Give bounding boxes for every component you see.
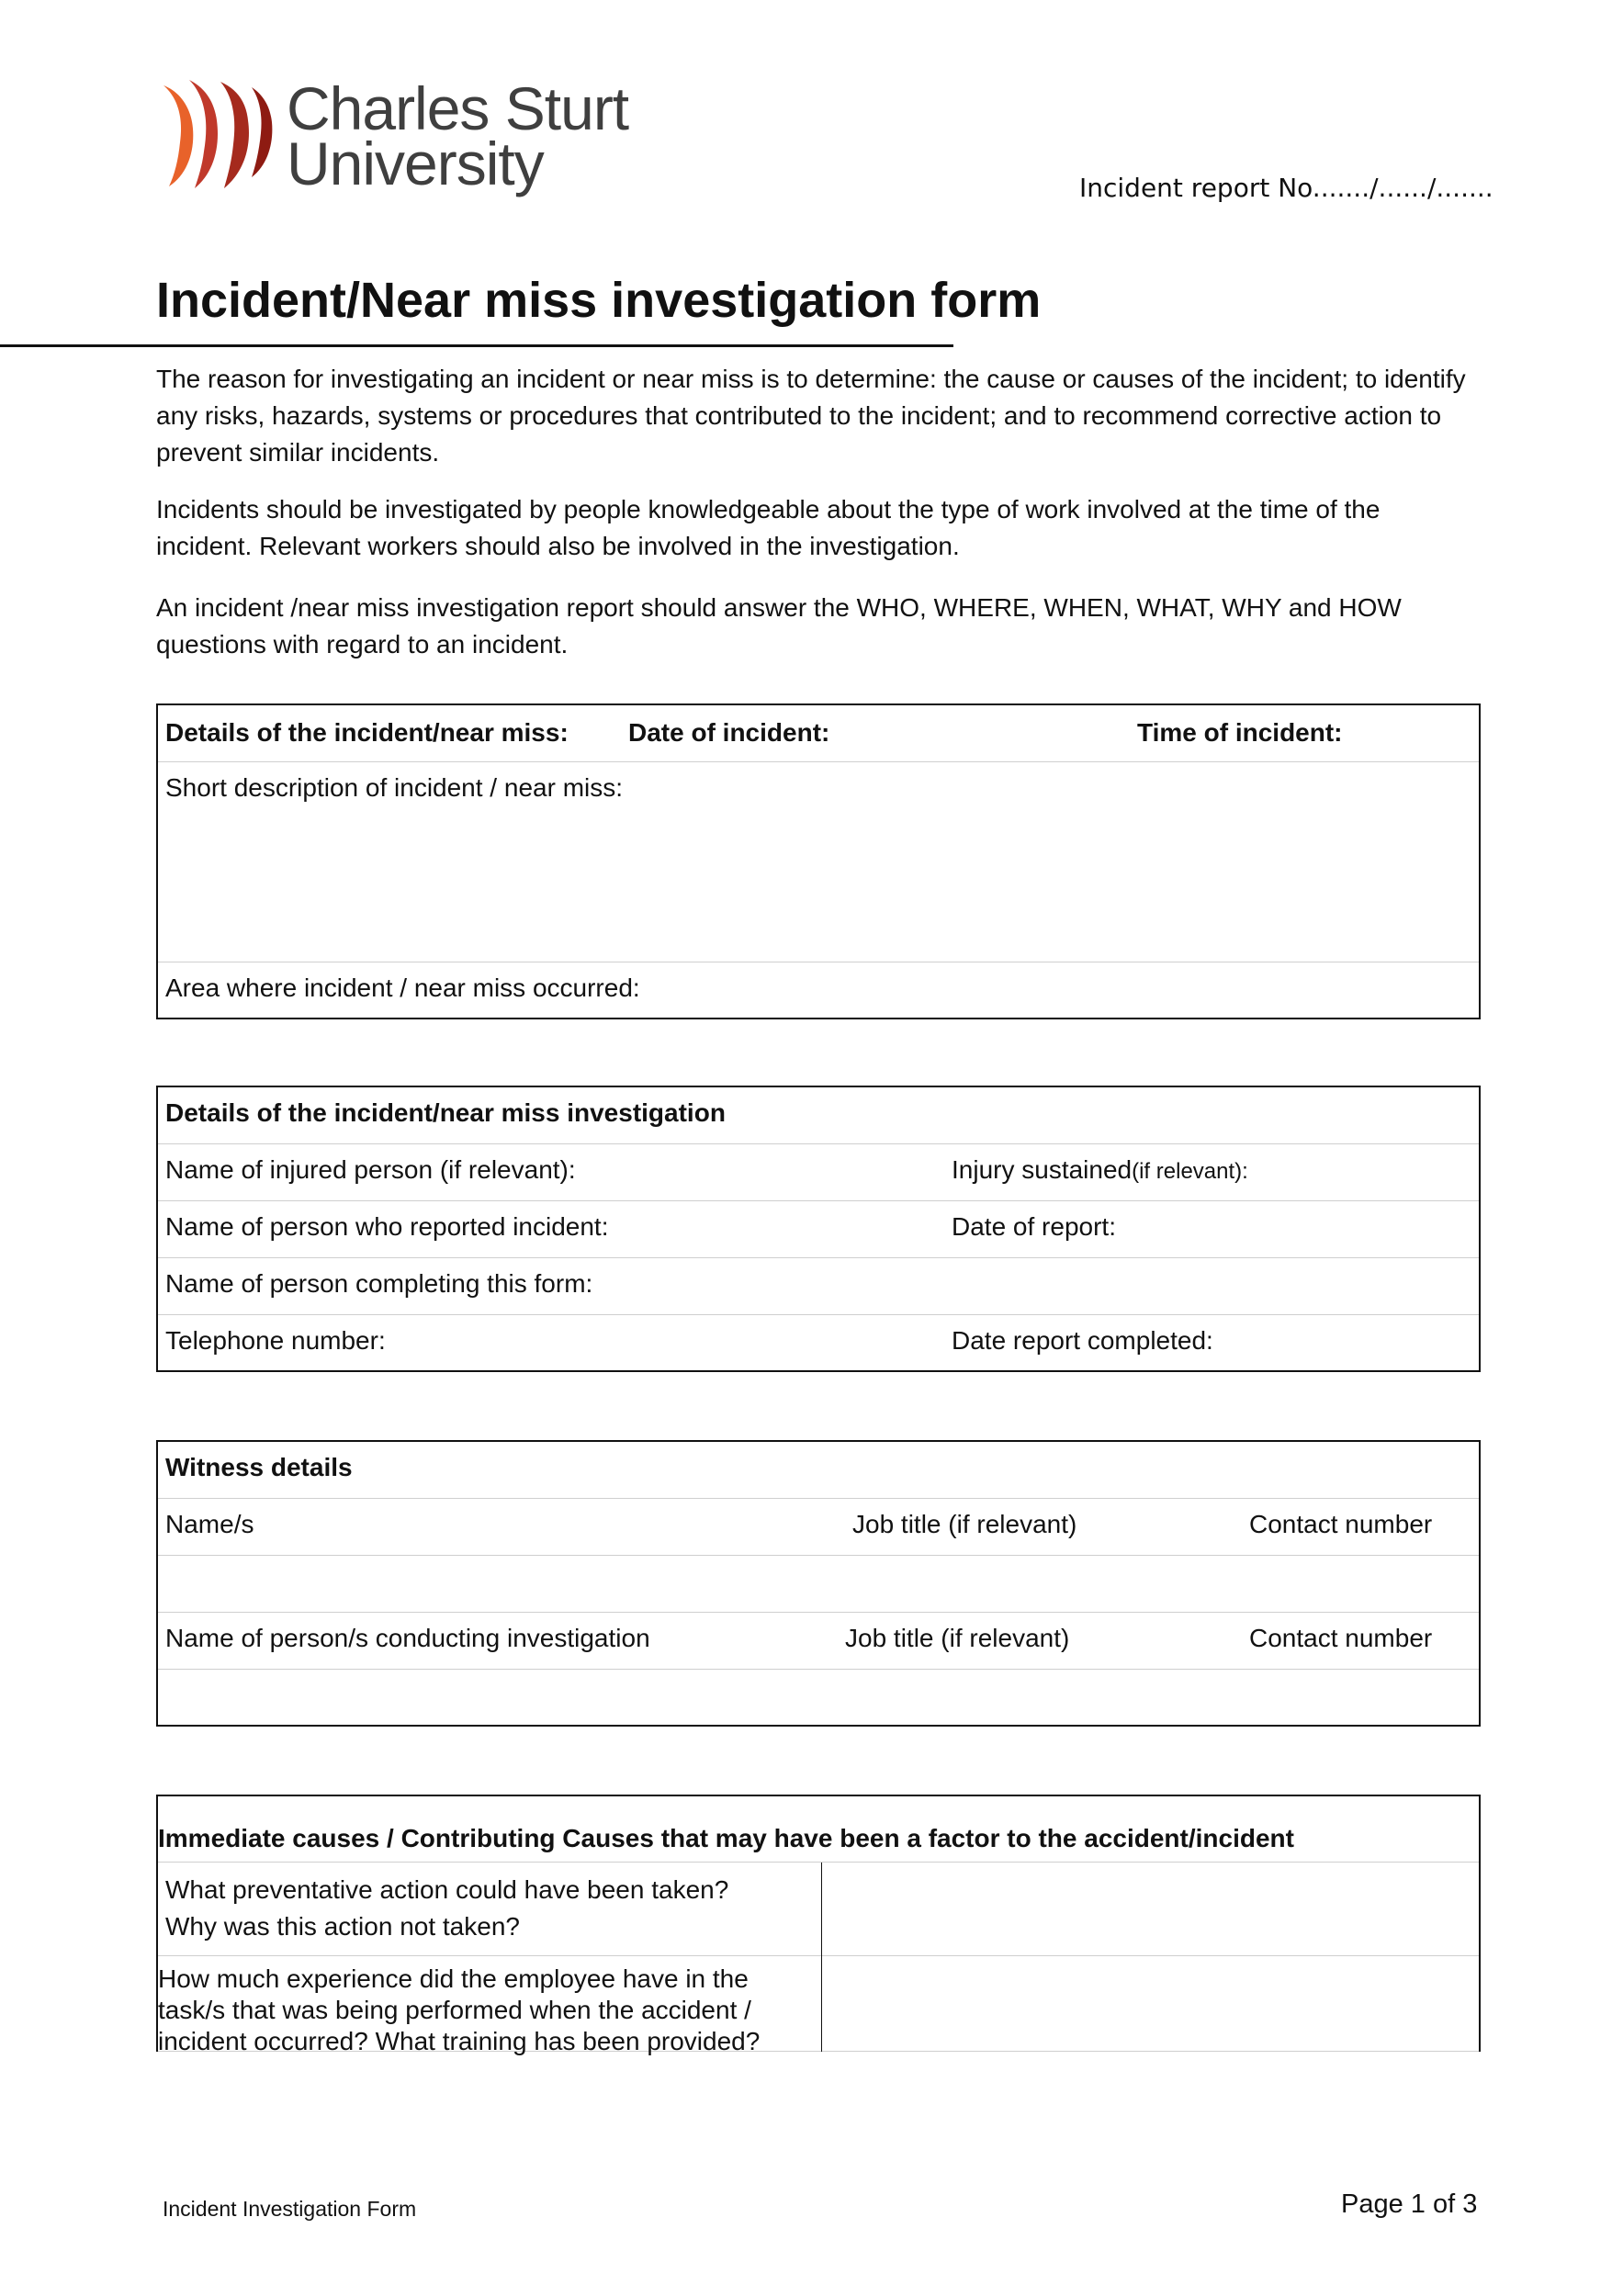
completing-person-label: Name of person completing this form: — [165, 1269, 593, 1298]
preventative-action-answer-field[interactable] — [823, 1863, 1479, 1956]
investigator-entry-row[interactable] — [158, 1670, 1479, 1725]
witness-contact-label: Contact number — [1249, 1510, 1433, 1538]
injured-person-label: Name of injured person (if relevant): — [165, 1155, 576, 1184]
preventative-action-question — [165, 1872, 728, 1945]
investigator-contact-label: Contact number — [1249, 1624, 1433, 1652]
experience-row — [158, 1956, 1479, 2055]
witness-details-table — [156, 1440, 1481, 1727]
short-description-label: Short description of incident / near miss: — [165, 773, 624, 802]
experience-question-line-2: task/s that was being performed when the accident / — [158, 1996, 751, 2024]
investigator-name-label: Name of person/s conducting investigation — [165, 1624, 650, 1652]
completing-person-row[interactable] — [158, 1258, 1479, 1315]
short-description-field[interactable] — [158, 762, 1479, 962]
incident-report-number: Incident report No......./....../....... — [1079, 173, 1493, 203]
investigation-heading-row — [158, 1087, 1479, 1144]
intro-paragraph-1: The reason for investigating an incident or near miss is to determine: the cause or causes of the incident; to identify any risks, hazards, systems or procedures that contributed to the incident; and to recommend corrective action to prevent similar incidents. — [156, 365, 1466, 467]
time-of-incident-field[interactable]: Time of incident: — [1137, 718, 1343, 747]
reported-by-label: Name of person who reported incident: — [165, 1212, 609, 1241]
footer-form-name: Incident Investigation Form — [163, 2197, 417, 2221]
details-label: Details of the incident/near miss: — [165, 718, 569, 747]
experience-question — [158, 1964, 760, 2057]
column-divider — [821, 1956, 822, 2052]
incident-details-header-row — [158, 705, 1479, 762]
logo-wordmark — [287, 74, 629, 197]
telephone-row[interactable] — [158, 1315, 1479, 1370]
preventative-action-row — [158, 1863, 1479, 1956]
investigation-heading: Details of the incident/near miss investigation — [165, 1098, 726, 1127]
injured-person-row[interactable] — [158, 1144, 1479, 1201]
experience-question-line-1: How much experience did the employee have in the — [158, 1964, 749, 1993]
witness-entry-row[interactable] — [158, 1556, 1479, 1613]
title-divider — [0, 344, 953, 347]
telephone-label: Telephone number: — [165, 1326, 386, 1355]
investigation-details-table — [156, 1086, 1481, 1372]
causes-heading: Immediate causes / Contributing Causes that may have been a factor to the accident/incident — [158, 1824, 1294, 1852]
date-of-report-label: Date of report: — [952, 1212, 1116, 1241]
causes-heading-row — [158, 1796, 1479, 1863]
intro-paragraph-2: Incidents should be investigated by people knowledgeable about the type of work involved at the time of the incident. Relevant workers should also be involved in the investigation. — [156, 495, 1381, 560]
intro-paragraph-3: An incident /near miss investigation report should answer the WHO, WHERE, WHEN, WHAT, WHY and HOW questions with regard to an incident. — [156, 593, 1402, 658]
witness-job-title-label: Job title (if relevant) — [852, 1510, 1077, 1538]
causes-table — [156, 1795, 1481, 2055]
area-occurred-label: Area where incident / near miss occurred: — [165, 974, 640, 1002]
logo-line-1: Charles Sturt — [287, 74, 629, 142]
witness-name-label: Name/s — [165, 1510, 254, 1538]
witness-heading: Witness details — [165, 1453, 353, 1481]
reported-by-row[interactable] — [158, 1201, 1479, 1258]
footer-page-number: Page 1 of 3 — [1341, 2189, 1478, 2219]
column-divider — [821, 1863, 822, 1956]
logo-emblem-icon — [156, 78, 276, 193]
witness-columns-row — [158, 1499, 1479, 1556]
experience-question-line-3: incident occurred? What training has been provided? — [158, 2027, 761, 2055]
investigator-columns-row — [158, 1613, 1479, 1670]
incident-details-table — [156, 703, 1481, 1019]
experience-answer-field[interactable] — [823, 1956, 1479, 2052]
preventative-question-line-1: What preventative action could have been taken? — [165, 1875, 729, 1904]
injury-sustained-label: Injury sustained(if relevant): — [952, 1155, 1248, 1184]
logo-line-2: University — [287, 129, 544, 197]
witness-heading-row — [158, 1442, 1479, 1499]
area-occurred-field[interactable] — [158, 962, 1479, 1018]
page-title: Incident/Near miss investigation form — [156, 273, 1042, 328]
investigator-job-title-label: Job title (if relevant) — [845, 1624, 1070, 1652]
date-of-incident-field[interactable]: Date of incident: — [628, 718, 830, 747]
date-completed-label: Date report completed: — [952, 1326, 1213, 1355]
preventative-question-line-2: Why was this action not taken? — [165, 1912, 520, 1941]
